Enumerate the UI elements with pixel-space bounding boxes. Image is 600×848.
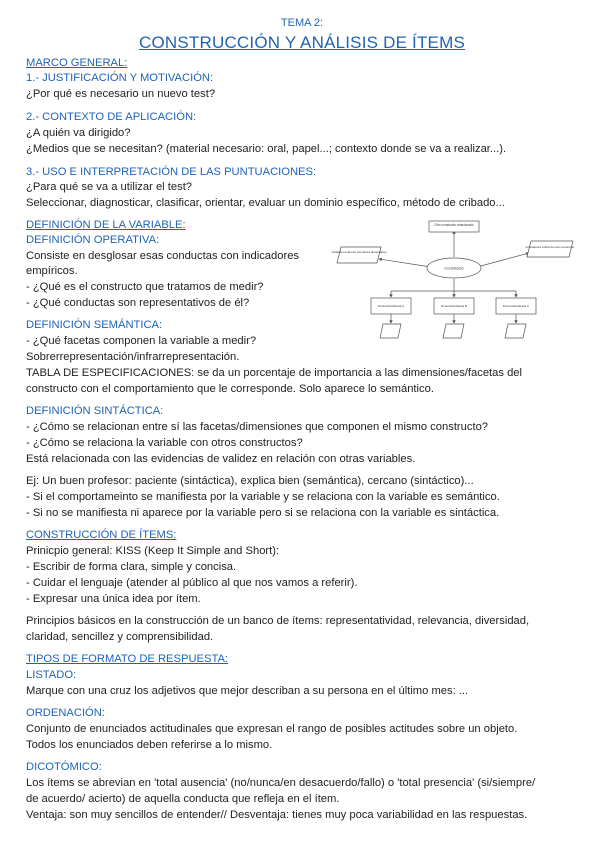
text-line: - ¿Qué facetas componen la variable a medir? xyxy=(26,335,257,347)
definicion-sintactica-heading: DEFINICIÓN SINTÁCTICA: xyxy=(26,405,164,417)
page-title: CONSTRUCCIÓN Y ANÁLISIS DE ÍTEMS xyxy=(138,33,465,52)
text-line: Conjunto de enunciados actitudinales que expresan el rango de posibles actitudes sobre un objeto. xyxy=(26,723,518,735)
definicion-operativa-heading: DEFINICIÓN OPERATIVA: xyxy=(26,234,160,246)
diagram-top-label: Otro constructo relacionado xyxy=(434,223,474,227)
text-line: Ej: Un buen profesor: paciente (sintáctica), explica bien (semántica), cercano (sintáctico)... xyxy=(26,475,474,487)
justificacion-heading: 1.- JUSTIFICACIÓN Y MOTIVACIÓN: xyxy=(26,72,214,84)
diagram-item-shape xyxy=(380,324,401,338)
text-line: Está relacionada con las evidencias de validez en relación con otras variables. xyxy=(26,453,416,465)
diagram-right-label: Indicadores indirectos del constructo xyxy=(525,245,575,249)
text-line: ¿Medios que se necesitan? (material necesario: oral, papel...; contexto donde se va a realizar...). xyxy=(26,143,507,155)
diagram-center-label: Constructo xyxy=(444,265,464,271)
diagram-item-shape xyxy=(505,324,526,338)
text-line: - Escribir de forma clara, simple y concisa. xyxy=(26,561,237,573)
dicotomico-heading: DICOTÓMICO: xyxy=(26,761,102,773)
tipos-formato-title: TIPOS DE FORMATO DE RESPUESTA: xyxy=(26,653,229,665)
text-line: - ¿Qué conductas son representativos de él? xyxy=(26,297,250,309)
text-line: Marque con una cruz los adjetivos que mejor describan a su persona en el último mes: ... xyxy=(26,685,469,697)
definicion-semantica-heading: DEFINICIÓN SEMÁNTICA: xyxy=(26,319,163,331)
tema-label: TEMA 2: xyxy=(280,17,324,29)
text-line: - ¿Cómo se relaciona la variable con otros constructos? xyxy=(26,437,303,449)
text-line: - Si el comportameinto se manifiesta por la variable y se relaciona con la variable es semántico. xyxy=(26,491,500,503)
text-line: constructo con el comportamiento que le corresponde. Solo aparece lo semántico. xyxy=(26,383,434,395)
text-line: Sobrerrepresentación/infrarrepresentación. xyxy=(26,351,240,363)
construccion-items-title: CONSTRUCCIÓN DE ÍTEMS: xyxy=(26,529,177,541)
constructo-diagram xyxy=(331,219,578,345)
definicion-variable-title: DEFINICIÓN DE LA VARIABLE: xyxy=(26,219,186,231)
diagram-left-label: Variables externas (conducta observable) xyxy=(331,250,387,254)
text-line: ¿A quién va dirigido? xyxy=(26,127,131,139)
ordenacion-heading: ORDENACIÓN: xyxy=(26,707,105,719)
listado-heading: LISTADO: xyxy=(26,669,77,681)
text-line: Consiste en desglosar esas conductas con indicadores xyxy=(26,250,300,262)
text-line: Ventaja: son muy sencillos de entender// Desventaja: tienes muy poca variabilidad en las respuestas. xyxy=(26,809,528,821)
text-line: Seleccionar, diagnosticar, clasificar, orientar, evaluar un dominio específico, método de cribado... xyxy=(26,197,505,209)
text-line: de acuerdo/ acierto) de aquella conducta que refleja en el ítem. xyxy=(26,793,340,805)
text-line: Principios básicos en la construcción de un banco de ítems: representatividad, relevancia, diversidad, xyxy=(26,615,530,627)
diagram-dim-label: Dimensión/faceta A xyxy=(378,304,404,308)
diagram-dim-label: Dimensión/faceta B xyxy=(440,304,468,308)
text-line: - ¿Qué es el constructo que tratamos de medir? xyxy=(26,281,264,293)
text-line: empíricos. xyxy=(26,265,78,277)
text-line: - Cuidar el lenguaje (atender al público al que nos vamos a referir). xyxy=(26,577,358,589)
contexto-heading: 2.- CONTEXTO DE APLICACIÓN: xyxy=(26,111,197,123)
diagram-item-shape xyxy=(443,324,464,338)
text-line: - ¿Cómo se relacionan entre sí las facetas/dimensiones que componen el mismo constructo? xyxy=(26,421,489,433)
uso-heading: 3.- USO E INTERPRETACIÓN DE LAS PUNTUACIONES: xyxy=(26,166,317,178)
text-line: - Si no se manifiesta ni aparece por la variable pero si se relaciona con la variable es sintáctica. xyxy=(26,507,500,519)
text-line: ¿Por qué es necesario un nuevo test? xyxy=(26,88,216,100)
text-line: Prinicpio general: KISS (Keep It Simple and Short): xyxy=(26,545,280,557)
marco-general-title: MARCO GENERAL: xyxy=(26,57,128,69)
text-line: TABLA DE ESPECIFICACIONES: se da un porcentaje de importancia a las dimensiones/facetas del xyxy=(26,367,523,379)
diagram-right-shape xyxy=(527,241,573,257)
diagram-dim-label: Dimensión/faceta C xyxy=(502,304,530,308)
text-line: - Expresar una única idea por ítem. xyxy=(26,593,201,605)
text-line: claridad, sencillez y comprensibilidad. xyxy=(26,631,214,643)
text-line: ¿Para qué se va a utilizar el test? xyxy=(26,181,193,193)
text-line: Todos los enunciados deben referirse a lo mismo. xyxy=(26,739,273,751)
text-line: Los ítems se abrevian en 'total ausencia' (no/nunca/en desacuerdo/fallo) o 'total presencia' (si/siempre/ xyxy=(26,777,536,789)
